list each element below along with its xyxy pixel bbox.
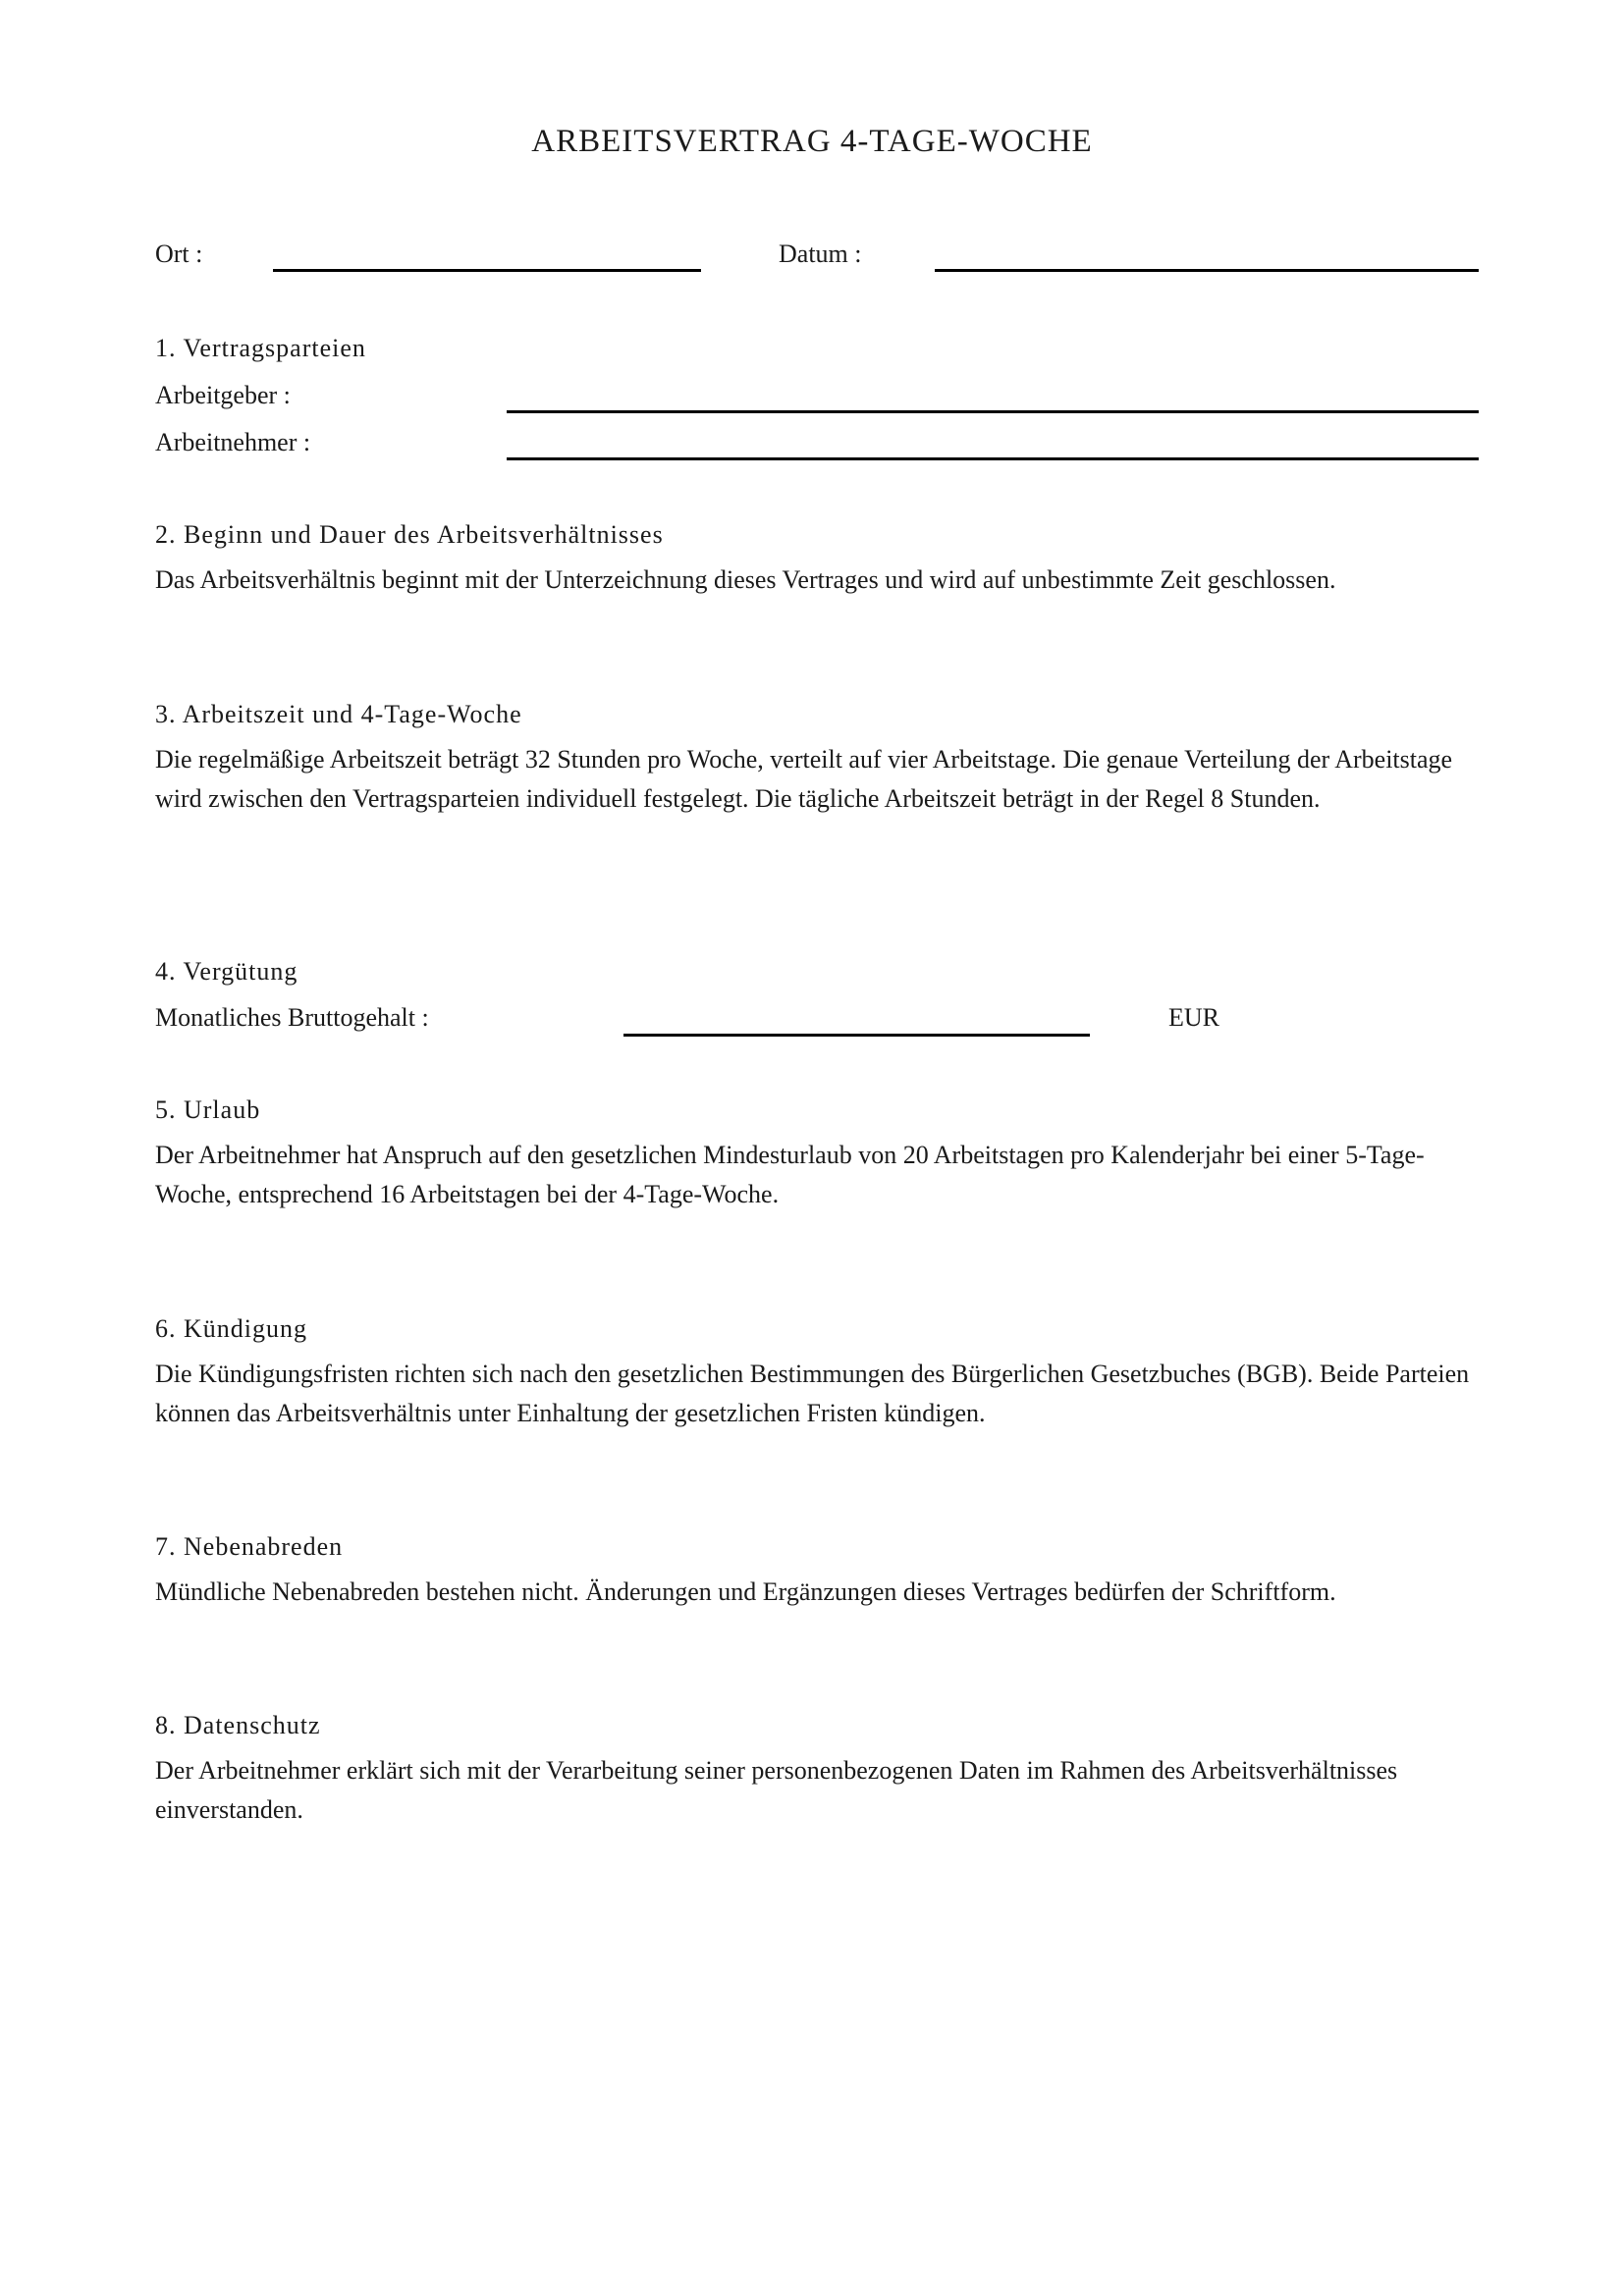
section-heading-datenschutz: 8. Datenschutz	[155, 1711, 321, 1739]
ort-label: Ort :	[155, 240, 203, 268]
section-heading-arbeitszeit: 3. Arbeitszeit und 4-Tage-Woche	[155, 700, 522, 728]
arbeitnehmer-label: Arbeitnehmer :	[155, 428, 311, 456]
section-text-arbeitszeit: Die regelmäßige Arbeitszeit beträgt 32 Stunden pro Woche, verteilt auf vier Arbeitstage. Die genaue Verteilung der Arbeitstage wird zwischen den Vertragsparteien individuell festgelegt. Die tägliche Arbeitszeit beträgt in der Regel 8 Stunden.	[155, 745, 1453, 813]
currency-label: EUR	[1168, 1003, 1219, 1032]
section-text-nebenabreden: Mündliche Nebenabreden bestehen nicht. Änderungen und Ergänzungen dieses Vertrages bedürfen der Schriftform.	[155, 1577, 1336, 1606]
gehalt-field-line[interactable]	[623, 1034, 1090, 1037]
document-title: ARBEITSVERTRAG 4-TAGE-WOCHE	[531, 124, 1093, 159]
datum-label: Datum :	[779, 240, 862, 268]
section-text-urlaub: Der Arbeitnehmer hat Anspruch auf den gesetzlichen Mindesturlaub von 20 Arbeitstagen pro Kalenderjahr bei einer 5-Tage-Woche, entsprechend 16 Arbeitstagen bei der 4-Tage-Woche.	[155, 1141, 1425, 1208]
section-heading-kuendigung: 6. Kündigung	[155, 1314, 307, 1343]
section-text-beginn-dauer: Das Arbeitsverhältnis beginnt mit der Unterzeichnung dieses Vertrages und wird auf unbestimmte Zeit geschlossen.	[155, 565, 1336, 594]
section-heading-verguetung: 4. Vergütung	[155, 957, 298, 986]
datum-field-line[interactable]	[935, 269, 1479, 272]
arbeitgeber-label: Arbeitgeber :	[155, 381, 291, 409]
section-heading-beginn-dauer: 2. Beginn und Dauer des Arbeitsverhältnisses	[155, 520, 664, 549]
section-heading-nebenabreden: 7. Nebenabreden	[155, 1532, 344, 1561]
arbeitnehmer-field-line[interactable]	[507, 457, 1479, 460]
section-heading-vertragsparteien: 1. Vertragsparteien	[155, 334, 366, 362]
gehalt-label: Monatliches Bruttogehalt :	[155, 1003, 429, 1032]
section-heading-urlaub: 5. Urlaub	[155, 1095, 261, 1124]
section-text-datenschutz: Der Arbeitnehmer erklärt sich mit der Verarbeitung seiner personenbezogenen Daten im Rahmen des Arbeitsverhältnisses einverstanden.	[155, 1756, 1398, 1824]
section-text-kuendigung: Die Kündigungsfristen richten sich nach den gesetzlichen Bestimmungen des Bürgerlichen Gesetzbuches (BGB). Beide Parteien können das Arbeitsverhältnis unter Einhaltung der gesetzlichen Fristen kündigen.	[155, 1360, 1470, 1427]
ort-field-line[interactable]	[273, 269, 701, 272]
arbeitgeber-field-line[interactable]	[507, 410, 1479, 413]
